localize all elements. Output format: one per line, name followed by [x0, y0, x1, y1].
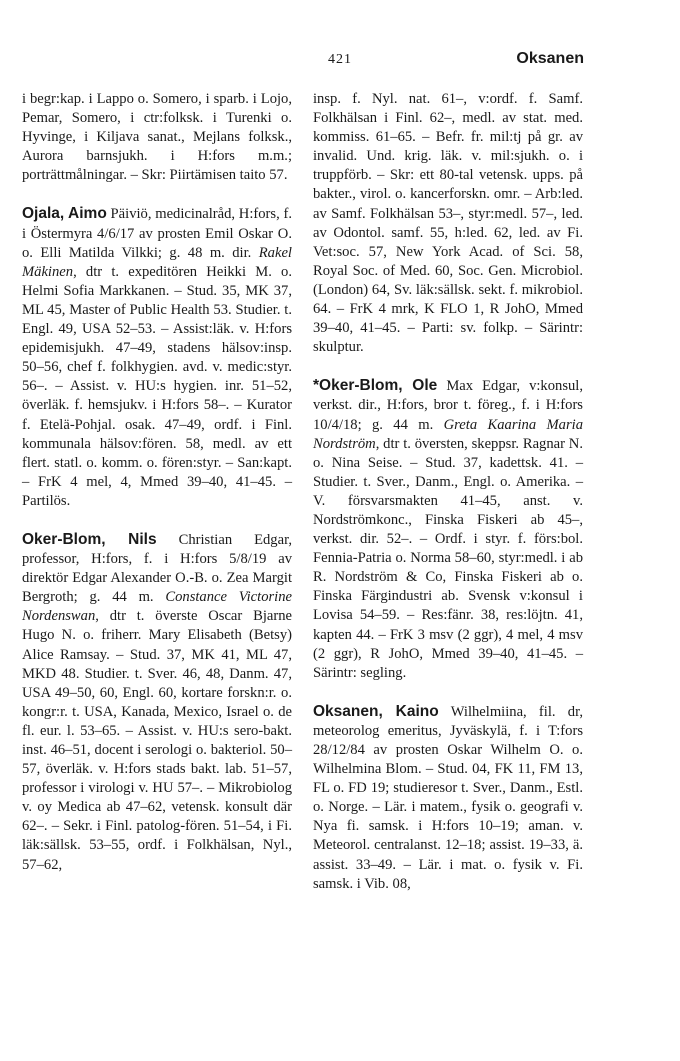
right-column [313, 90, 583, 913]
entry-name: Oksanen, Kaino [313, 702, 439, 720]
page-number: 421 [328, 52, 352, 67]
entry-text: , dtr t. översten, skeppsr. Ragnar N. o. Nina Seise. – Stud. 37, kadettsk. 41. – Studier. t. Sver., Danm., Engl. o. Amerika. – V. försvarsmakten 41–45, anst. v. Nordströmkonc., Finska Fiskeri ab 45–, verkst. dir. 52–. – Ordf. i styr. f. förs:bol. Fennia-Patria o. Norma 58–60, styr:medl. i ab R. Nordström & Co, Finska Fiskeri ab o. Finska Färgindustri ab. Svensk v:konsul i Lovisa 54–59. – Res:fänr. 38, res:löjtn. 41, kapten 44. – FrK 3 msv (2 ggr), 4 mel, 4 msv (2 ggr), R JohO, Mmed 39–40, 41–45. – Särintr: segling. [313, 435, 583, 681]
spouse-name: Rakel Mäkinen [22, 244, 292, 280]
spouse-name: Constance Victorine Nordenswan [22, 589, 292, 625]
bio-entry [313, 702, 583, 894]
entry-text: , dtr t. överste Oscar Bjarne Hugo N. o. friherr. Mary Elisabeth (Betsy) Alice Ramsay. – Stud. 37, MK 41, ML 47, MKD 48. Studier. t. Sver. 46, 48, Danm. 47, USA 49–50, 60, Engl. 60, kortare forskn:r. o. kongr:r. t. USA, Kanada, Mexico, Israel o. de fl. eur. l. 53–65. – Assist. v. HU:s sero-bakt. inst. 46–51, docent i serologi o. bakteriol. 50–57, överläk. v. H:fors stads bakt. lab. 51–57, professor i virologi v. HU 57–. – Mikrobiolog v. oy Medica ab 47–62, vetensk. konsult där 62–. – Sekr. i Finl. patolog-fören. 51–54, i Fi. läk:sällsk. 53–55, ordf. i Folkhälsan, Nyl., 57–62, [22, 608, 292, 873]
entry-text: Päiviö, medicinalråd, H:fors, f. i Östermyra 4/6/17 av prosten Emil Oskar O. o. Elli Matilda Vilkki; g. 48 m. dir. [22, 206, 292, 261]
entry-name: Oker-Blom, Nils [22, 530, 157, 548]
bio-entry [22, 90, 292, 185]
entry-name: Ojala, Aimo [22, 205, 107, 223]
entry-text: Wilhelmiina, fil. dr, meteorolog emeritus, Jyväskylä, f. i T:fors 28/12/84 av prosten Oskar Wilhelm O. o. Wilhelmina Blom. – Stud. 04, FK 11, FM 13, FL o. FD 19; studieresor t. Sver., Danm., Estl. o. Norge. – Lär. i matem., fysik o. geografi v. Nya fi. samsk. i H:fors 10–19; aman. v. Meteorol. centralanst. 12–18; assist. 19–33, ä. assist. 33–49. – Lär. i mat. o. fysik v. Fi. samsk. i Vib. 08, [313, 703, 583, 892]
entry-name: *Oker-Blom, Ole [313, 377, 438, 395]
left-column [22, 90, 292, 894]
bio-entry [22, 530, 292, 875]
bio-entry [313, 376, 583, 683]
running-head: Oksanen [516, 50, 584, 67]
entry-text: Max Edgar, v:konsul, verkst. dir., H:fors, bror t. föreg., f. i H:fors 10/4/18; g. 44 m. [313, 378, 584, 433]
bio-entry [313, 90, 583, 357]
entry-text: insp. f. Nyl. nat. 61–, v:ordf. f. Samf. Folkhälsan i Finl. 62–, medl. av stat. med. kommiss. 61–65. – Befr. fr. mil:tj på gr. av invalid. Und. krig. läk. v. mil:sjukh. o. i truppförb. – Skr: ett 80-tal vetensk. upps. på bakter., virol. o. kancerforskn. omr. – Arb:led. av Samf. Folkhälsan 53–, styr:medl. 57–, led. av Odontol. samf. 55, h:led. 62, led. av Fi. Vet:soc. 57, New York Acad. of Sci. 58, Royal Soc. of Med. 60, Soc. Gen. Microbiol. (London) 64, Sv. läk:sällsk. sekt. f. mikrobiol. 64. – FrK 4 mrk, K FLO 1, R JohO, Mmed 39–40, 41–45. – Parti: sv. folkp. – Särintr: skulptur. [313, 91, 583, 356]
entry-text: Christian Edgar, professor, H:fors, f. i H:fors 5/8/19 av direktör Edgar Alexander O.-B. o. Zea Margit Bergroth; g. 44 m. [22, 531, 293, 606]
entry-text: , dtr t. expeditören Heikki M. o. Helmi Sofia Markkanen. – Stud. 35, MK 37, ML 45, Master of Public Health 53. Studier. t. Engl. 49, USA 52–53. – Assist:läk. v. H:fors epidemisjukh. 47–49, stadens hälsov:insp. 50–56, chef f. folkhygien. avd. v. medic:styr. 56–. – Assist. v. HU:s hygien. inr. 51–52, överläk. f. hemsjukv. i H:fors 58–. – Kurator f. Etelä-Pohjal. osak. 47–49, ordf. i Finl. kommunala hälsov:fören. 58, medl. av ett flert. statl. o. komm. o. fören:styr. – San:kapt. – FrK 4 mel, 4, Mmed 39–40, 41–45. – Partilös. [22, 263, 292, 509]
entry-text: i begr:kap. i Lappo o. Somero, i sparb. i Lojo, Pemar, Somero, i ctr:folksk. i Turenki o. Hyvinge, i Kiljava sanat., Mejlans folksk., Aurora barnsjukh. i H:fors m.m.; porträttmålningar. – Skr: Piirtämisen taito 57. [22, 91, 292, 184]
spouse-name: Greta Kaarina Maria Nordström [313, 416, 583, 452]
bio-entry [22, 204, 292, 511]
